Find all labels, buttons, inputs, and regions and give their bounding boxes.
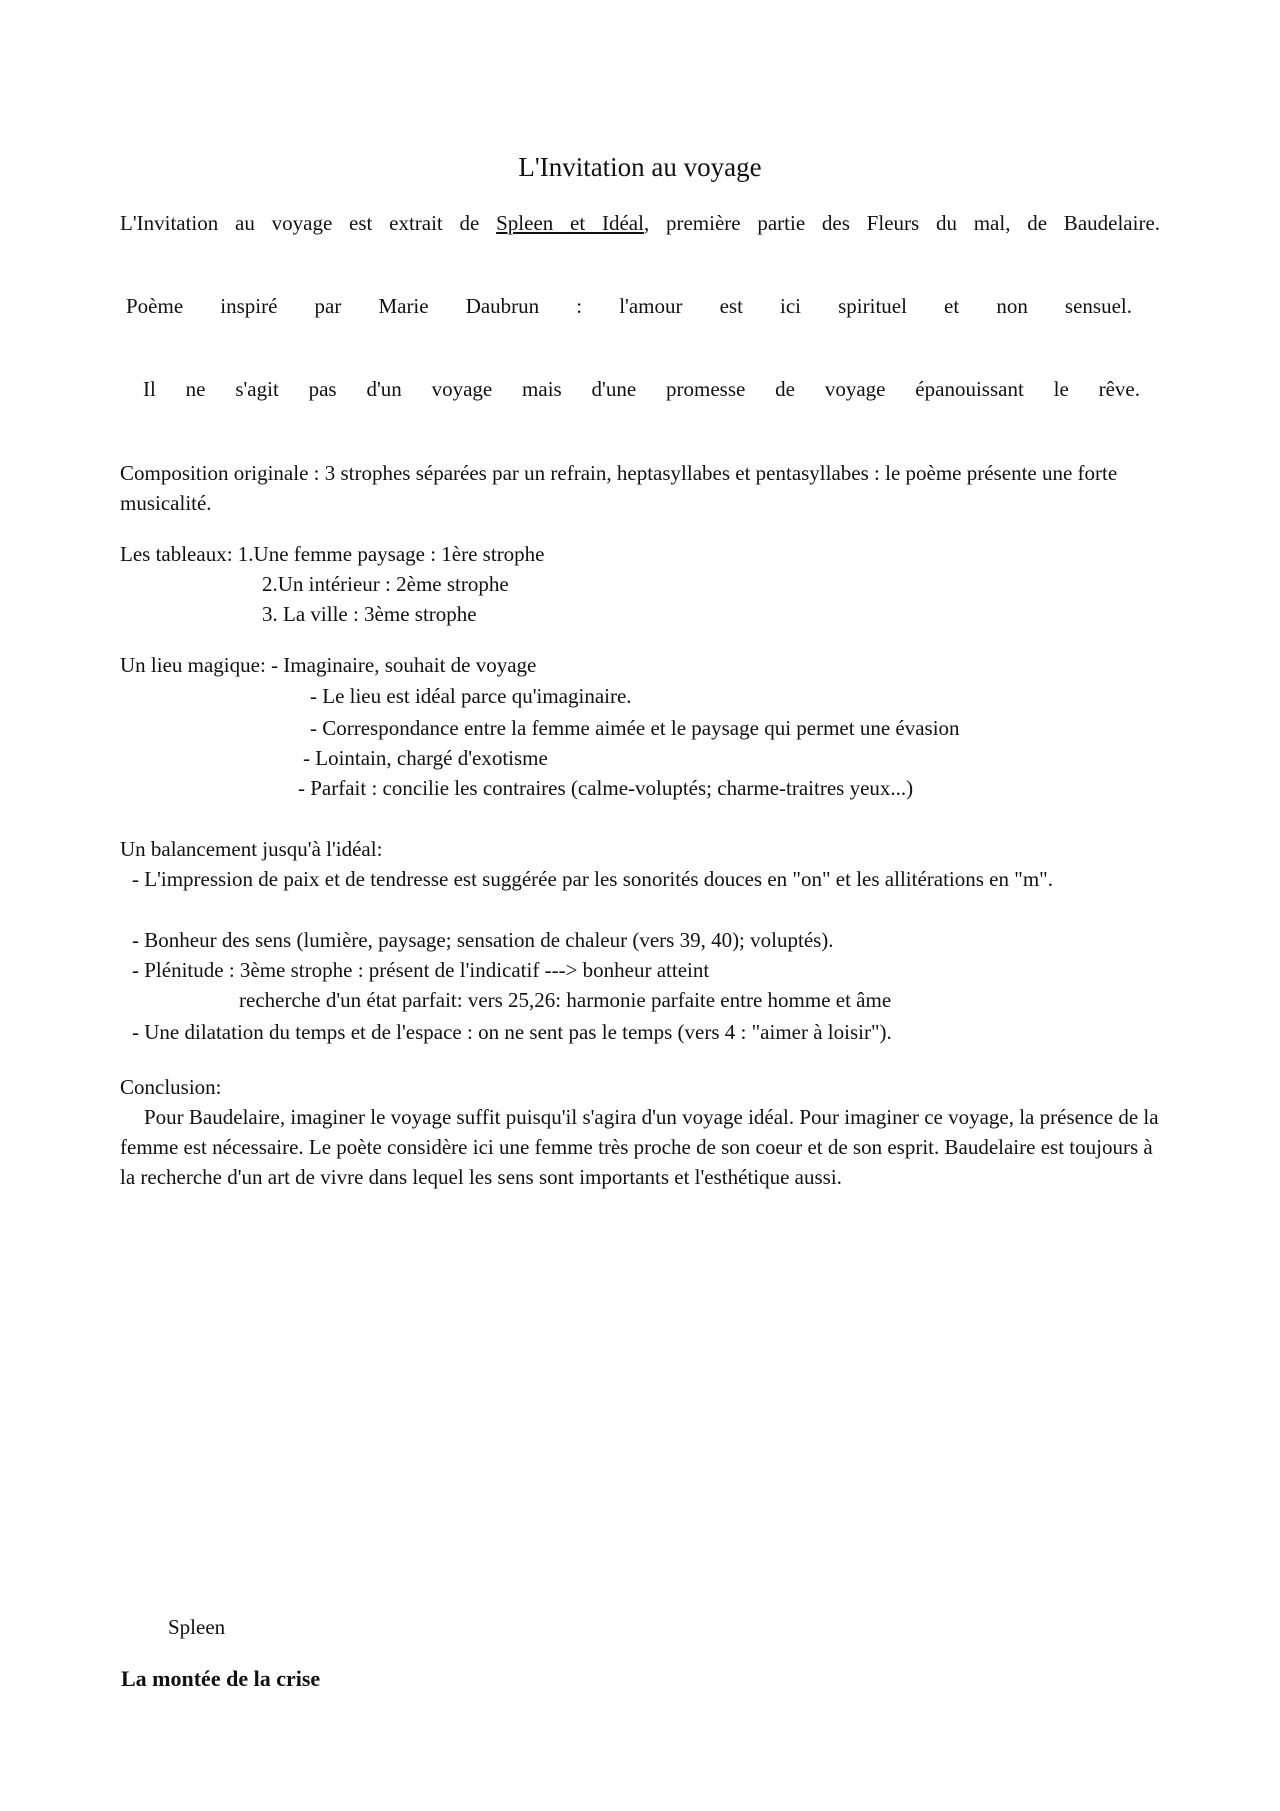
page-title: L'Invitation au voyage xyxy=(518,152,762,182)
balancement-dilatation: - Une dilatation du temps et de l'espace : on ne sent pas le temps (vers 4 : "aimer à loisir"). xyxy=(132,1020,892,1044)
balancement-label: Un balancement jusqu'à l'idéal: xyxy=(120,837,383,861)
balancement-recherche: recherche d'un état parfait: vers 25,26: harmonie parfaite entre homme et âme xyxy=(239,988,892,1012)
tableaux-item-3: 3. La ville : 3ème strophe xyxy=(262,602,477,626)
spleen-heading: Spleen xyxy=(168,1615,226,1639)
intro-after: , première partie des Fleurs du mal, de Baudelaire. xyxy=(643,211,1161,235)
lieu-item: - Le lieu est idéal parce qu'imaginaire. xyxy=(310,684,632,708)
lieu-label: Un lieu magique: - Imaginaire, souhait de voyage xyxy=(120,653,537,677)
balancement-plenitude: - Plénitude : 3ème strophe : présent de l'indicatif ---> bonheur atteint xyxy=(132,958,710,982)
conclusion-label: Conclusion: xyxy=(120,1075,222,1099)
composition-paragraph: Composition originale : 3 strophes séparées par un refrain, heptasyllabes et pentasyllabes : le poème présente une forte musicalité. xyxy=(120,461,1118,515)
lieu-item: - Correspondance entre la femme aimée et le paysage qui permet une évasion xyxy=(310,716,960,740)
promesse-paragraph: Il ne s'agit pas d'un voyage mais d'une promesse de voyage épanouissant le rêve. xyxy=(143,377,1140,401)
tableaux-item-2: 2.Un intérieur : 2ème strophe xyxy=(262,572,509,596)
intro-paragraph xyxy=(120,208,1160,238)
balancement-impression: - L'impression de paix et de tendresse est suggérée par les sonorités douces en "on" et les allitérations en "m". xyxy=(132,867,1053,891)
tableaux-label: Les tableaux: 1.Une femme paysage : 1ère strophe xyxy=(120,542,545,566)
lieu-item: - Parfait : concilie les contraires (calme-voluptés; charme-traitres yeux...) xyxy=(298,776,914,800)
intro-link-spleen-et-ideal: Spleen et Idéal xyxy=(496,211,644,235)
balancement-bonheur: - Bonheur des sens (lumière, paysage; sensation de chaleur (vers 39, 40); voluptés). xyxy=(132,928,834,952)
intro-before: L'Invitation au voyage est extrait de xyxy=(120,211,497,235)
montee-heading: La montée de la crise xyxy=(121,1666,321,1691)
conclusion-text: Pour Baudelaire, imaginer le voyage suffit puisqu'il s'agira d'un voyage idéal. Pour imaginer ce voyage, la présence de la femme est nécessaire. Le poète considère ici une femme très proche de son coeur et de son esprit. Baudelaire est toujours à la recherche d'un art de vivre dans lequel les sens sont importants et l'esthétique aussi. xyxy=(120,1105,1159,1189)
lieu-item: - Lointain, chargé d'exotisme xyxy=(303,746,548,770)
poeme-paragraph: Poème inspiré par Marie Daubrun : l'amour est ici spirituel et non sensuel. xyxy=(126,294,1132,318)
